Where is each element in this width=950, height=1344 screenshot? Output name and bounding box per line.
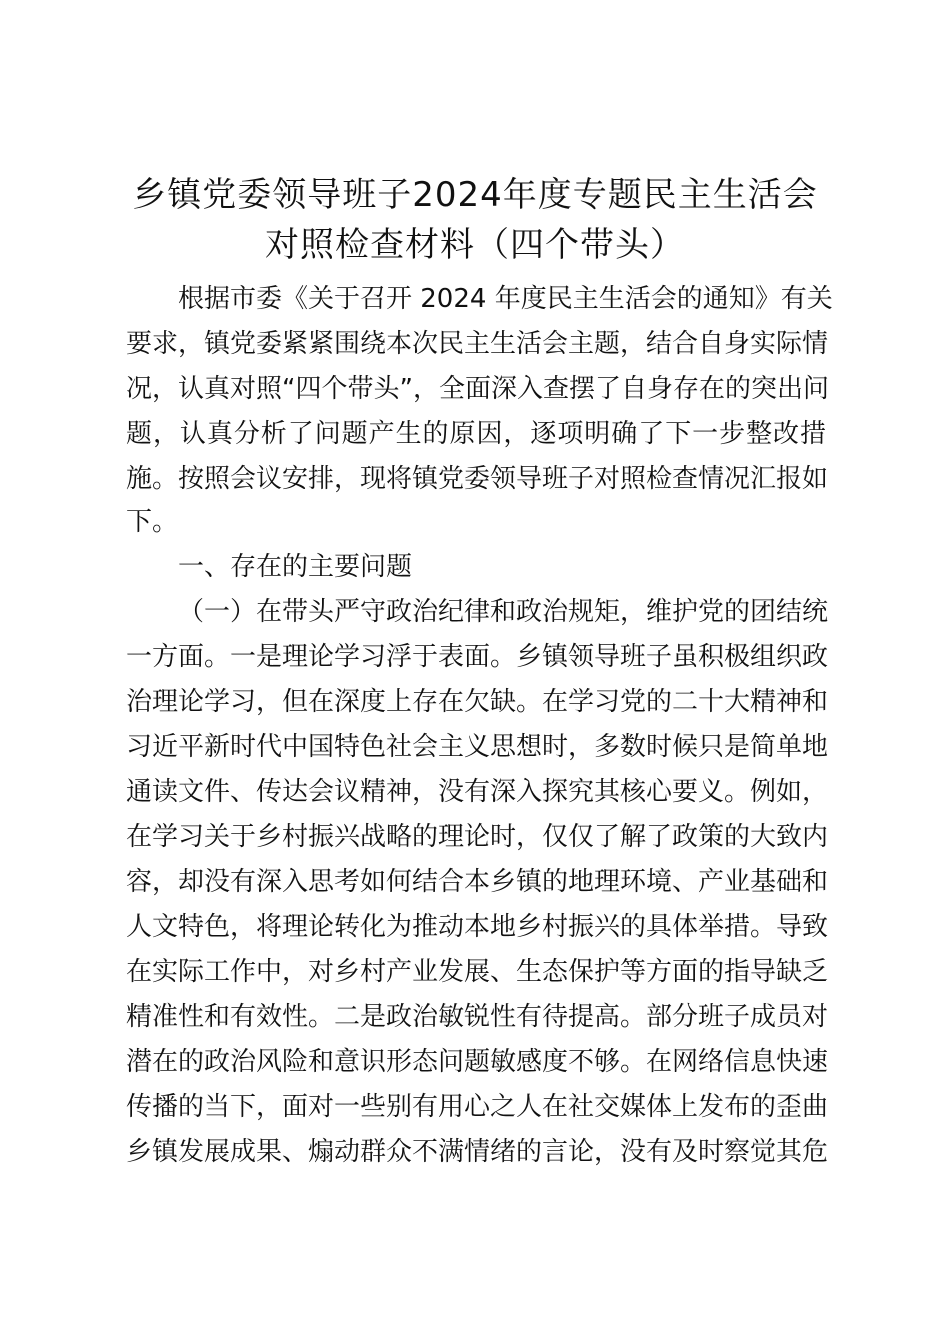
paragraph-line: 施。按照会议安排，现将镇党委领导班子对照检查情况汇报如	[126, 464, 829, 494]
paragraph-line: （一）在带头严守政治纪律和政治规矩，维护党的团结统	[178, 597, 829, 627]
paragraph-line: 人文特色，将理论转化为推动本地乡村振兴的具体举措。导致	[126, 912, 829, 942]
paragraph-line: 况，认真对照“四个带头”，全面深入查摆了自身存在的突出问	[126, 374, 829, 404]
paragraph-line: 通读文件、传达会议精神，没有深入探究其核心要义。例如，	[126, 777, 829, 807]
paragraph-line: 精准性和有效性。二是政治敏锐性有待提高。部分班子成员对	[126, 1002, 829, 1032]
paragraph-line: 下。	[126, 507, 179, 537]
paragraph-line: 题，认真分析了问题产生的原因，逐项明确了下一步整改措	[126, 419, 826, 449]
paragraph-line: 治理论学习，但在深度上存在欠缺。在学习党的二十大精神和	[126, 687, 829, 717]
paragraph-line: 在实际工作中，对乡村产业发展、生态保护等方面的指导缺乏	[126, 957, 829, 987]
paragraph-line: 容，却没有深入思考如何结合本乡镇的地理环境、产业基础和	[126, 867, 829, 897]
paragraph-line: 习近平新时代中国特色社会主义思想时，多数时候只是简单地	[126, 732, 829, 762]
paragraph-line: 在学习关于乡村振兴战略的理论时，仅仅了解了政策的大致内	[126, 822, 829, 852]
paragraph-line: 潜在的政治风险和意识形态问题敏感度不够。在网络信息快速	[126, 1047, 829, 1077]
paragraph-line: 传播的当下，面对一些别有用心之人在社交媒体上发布的歪曲	[126, 1092, 829, 1122]
paragraph-line: 根据市委《关于召开 2024 年度民主生活会的通知》有关	[178, 284, 833, 314]
section-heading: 一、存在的主要问题	[178, 552, 413, 582]
paragraph-line: 一方面。一是理论学习浮于表面。乡镇领导班子虽积极组织政	[126, 642, 829, 672]
paragraph-line: 乡镇发展成果、煽动群众不满情绪的言论，没有及时察觉其危	[126, 1137, 829, 1167]
paragraph-line: 要求，镇党委紧紧围绕本次民主生活会主题，结合自身实际情	[126, 329, 829, 359]
document-title-line-2: 对照检查材料（四个带头）	[265, 225, 685, 265]
document-title-line-1: 乡镇党委领导班子2024年度专题民主生活会	[132, 175, 818, 215]
